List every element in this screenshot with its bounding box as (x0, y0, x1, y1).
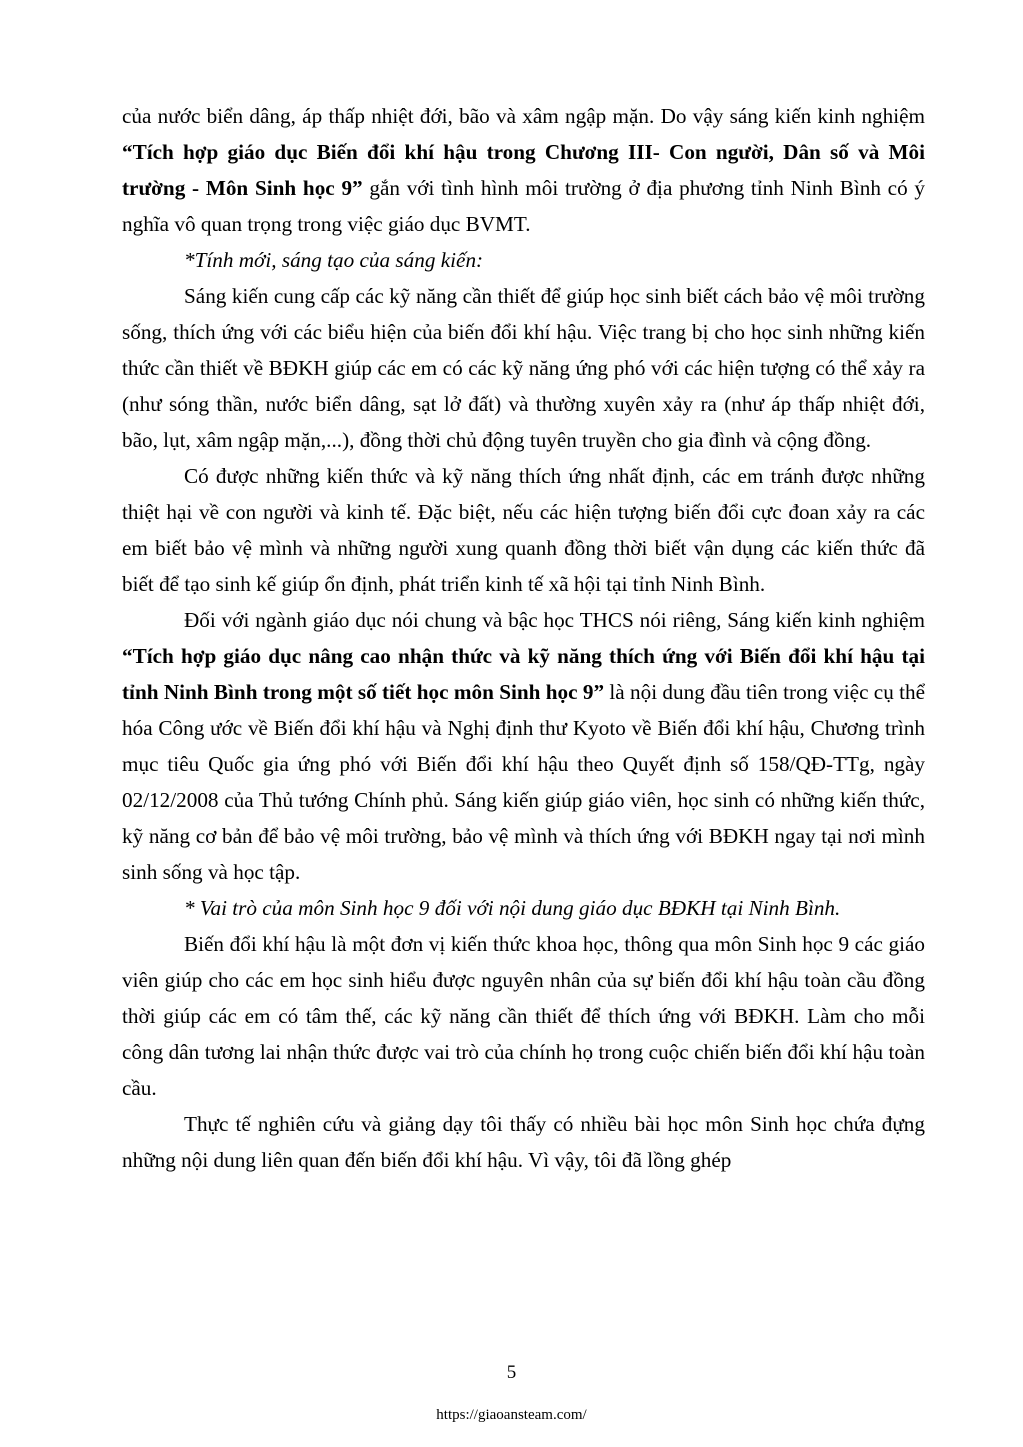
paragraph-education-part-3: là nội dung đầu tiên trong việc cụ thể hóa Công ước về Biến đổi khí hậu và Nghị định thư Kyoto về Biến đổi khí hậu, Chương trình mục tiêu Quốc gia ứng phó với Biến đổi khí hậu theo Quyết định số 158/QĐ-TTg, ngày 02/12/2008 của Thủ tướng Chính phủ. Sáng kiến giúp giáo viên, học sinh có những kiến thức, kỹ năng cơ bản để bảo vệ môi trường, bảo vệ mình và thích ứng với BĐKH ngay tại nơi mình sinh sống và học tập. (122, 680, 926, 884)
paragraph-intro-part-3: gắn với tình hình môi trường ở địa phương tỉnh Ninh Bình có ý nghĩa vô quan trọng trong việc giáo dục BVMT. (122, 176, 926, 236)
paragraph-education-title-bold: “Tích hợp giáo dục nâng cao nhận thức và kỹ năng thích ứng với Biến đổi khí hậu tại tỉnh Ninh Bình trong một số tiết học môn Sinh học 9” (122, 644, 925, 704)
page-number: 5 (506, 1362, 517, 1383)
paragraph-practice: Thực tế nghiên cứu và giảng dạy tôi thấy có nhiều bài học môn Sinh học chứa đựng những nội dung liên quan đến biến đổi khí hậu. Vì vậy, tôi đã lồng ghép (122, 1112, 925, 1172)
paragraph-climate-change: Biến đổi khí hậu là một đơn vị kiến thức khoa học, thông qua môn Sinh học 9 các giáo viên giúp cho các em học sinh hiểu được nguyên nhân của sự biến đổi khí hậu toàn cầu đồng thời giúp các em có tâm thế, các kỹ năng cần thiết để thích ứng với BĐKH. Làm cho mỗi công dân tương lai nhận thức được vai trò của chính họ trong cuộc chiến biến đổi khí hậu toàn cầu. (122, 932, 925, 1100)
paragraph-skills: Sáng kiến cung cấp các kỹ năng cần thiết để giúp học sinh biết cách bảo vệ môi trường sống, thích ứng với các biểu hiện của biến đổi khí hậu. Việc trang bị cho học sinh những kiến thức cần thiết về BĐKH giúp các em có các kỹ năng ứng phó với các hiện tượng có thể xảy ra (như sóng thần, nước biển dâng, sạt lở đất) và thường xuyên xảy ra (như áp thấp nhiệt đới, bão, lụt, xâm ngập mặn,...), đồng thời chủ động tuyên truyền cho gia đình và cộng đồng. (122, 284, 925, 452)
section-heading-novelty: *Tính mới, sáng tạo của sáng kiến: (184, 248, 484, 272)
paragraph-intro-title-bold: “Tích hợp giáo dục Biến đổi khí hậu trong Chương III- Con người, Dân số và Môi trường - Môn Sinh học 9” (122, 140, 925, 200)
paragraph-education-sector (122, 602, 925, 890)
section-heading-role: * Vai trò của môn Sinh học 9 đối với nội dung giáo dục BĐKH tại Ninh Bình. (184, 896, 841, 920)
paragraph-adaptation: Có được những kiến thức và kỹ năng thích ứng nhất định, các em tránh được những thiệt hại về con người và kinh tế. Đặc biệt, nếu các hiện tượng biến đổi cực đoan xảy ra các em biết bảo vệ mình và những người xung quanh đồng thời biết vận dụng các kiến thức đã biết để tạo sinh kế giúp ổn định, phát triển kinh tế xã hội tại tỉnh Ninh Bình. (122, 464, 925, 596)
paragraph-education-part-1: Đối với ngành giáo dục nói chung và bậc học THCS nói riêng, Sáng kiến kinh nghiệm (184, 608, 925, 632)
paragraph-intro (122, 98, 925, 242)
footer-url: https://giaoansteam.com/ (436, 1407, 587, 1423)
document-body (122, 98, 925, 1178)
paragraph-intro-part-1: của nước biển dâng, áp thấp nhiệt đới, bão và xâm ngập mặn. Do vậy sáng kiến kinh nghiệm (122, 104, 925, 128)
